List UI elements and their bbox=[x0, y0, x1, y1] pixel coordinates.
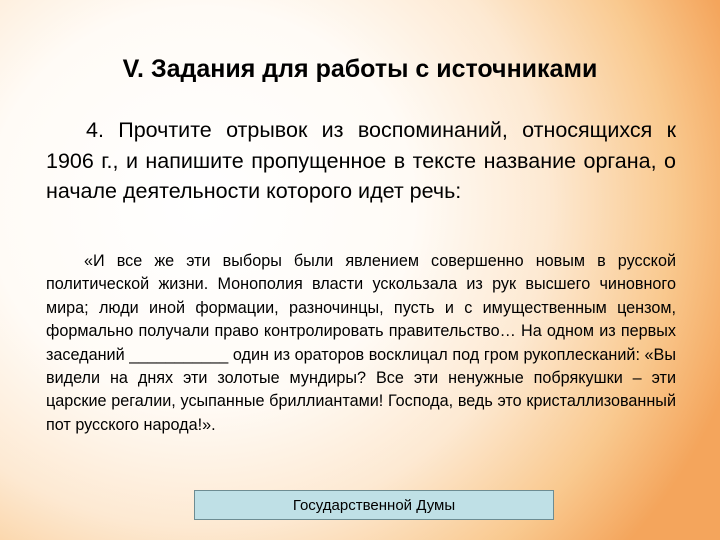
task-instruction: 4. Прочтите отрывок из воспоминаний, относящихся к 1906 г., и напишите пропущенное в тексте название органа, о начале деятельности которого идет речь: bbox=[46, 118, 676, 203]
slide-title: V. Задания для работы с источниками bbox=[122, 55, 598, 83]
answer-text: Государственной Думы bbox=[292, 496, 456, 514]
source-quote: «И все же эти выборы были явлением совершенно новым в русской политической жизни. Монополия власти ускользала из рук высшего чиновного мира; люди иной формации, разночинцы, пусть и с имущественным цензом, формально получали право контролировать правительство… На одном из первых заседаний ___________ один из ораторов восклицал под гром рукоплесканий: «Вы видели на днях эти золотые мундиры? Все эти ненужные побрякушки – эти царские регалии, усыпанные бриллиантами! Господа, ведь это кристаллизованный пот русского народа!». bbox=[46, 252, 676, 434]
answer-box[interactable] bbox=[194, 490, 554, 520]
